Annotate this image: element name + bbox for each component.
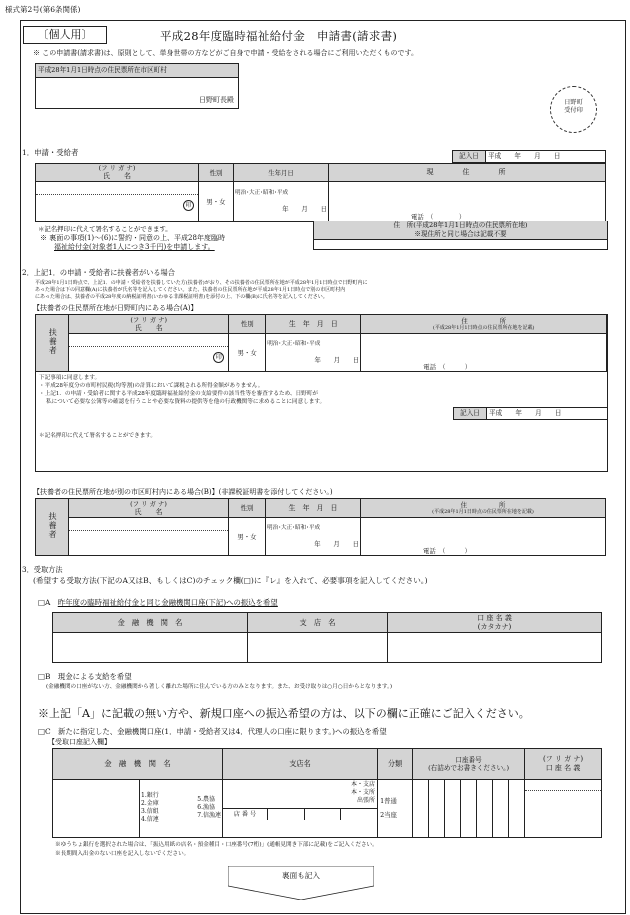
c-bank-field[interactable] (53, 779, 140, 837)
s2-a-table (35, 314, 607, 372)
s2-a-address-field[interactable] (361, 334, 607, 372)
s1-residence-box[interactable] (313, 221, 608, 250)
s1-sex-header: 性別 (199, 164, 234, 182)
store-number-digit[interactable] (305, 809, 342, 820)
s2-a-sex-field[interactable]: 男・女 (229, 334, 266, 372)
s1-pledge-line1: ※ 裏面の事項(1)～(6)に誓約・同意の上、平成28年度臨時 (40, 234, 225, 242)
s2-b-birth-header: 生 年 月 日 (266, 499, 361, 518)
c-account-no-header (413, 749, 525, 780)
s2-consent1: ・平成28年度分の市町村民税(均等割)の計算において課税される所得金額がありません。 (39, 383, 264, 389)
option-a-holder-header (388, 613, 602, 633)
s2-a-address-label: 住 所 (461, 317, 507, 326)
s2-a-ymd-label: 年 月 日 (314, 356, 360, 365)
s1-heading: 1．申請・受給者 (22, 148, 79, 157)
s1-ymd-label: 年 月 日 (282, 204, 327, 213)
kind-ordinary: 1普通 (380, 797, 397, 806)
store-number-digit[interactable] (268, 809, 305, 820)
s2-a-name-label: 氏 名 (134, 323, 163, 332)
bank-type-4: 4.信連 (141, 816, 159, 824)
store-number-digit[interactable] (341, 809, 377, 820)
s2-b-furigana-label: (フ リ ガ ナ) (130, 499, 167, 508)
c-account-no-sub: (右詰めでお書きください。) (428, 763, 510, 772)
s2-para1: 平成28年1月1日時点で、上記1．の申請・受給者を扶養していた方(扶養者)がおり、その扶養者の住民票所在地が平成28年1月1日時点で日野町内に (35, 280, 368, 286)
s2-a-address-sub: (平成28年1月1日時点の住民票所在地を記載) (432, 325, 535, 332)
s2-a-sex-header: 性別 (229, 315, 266, 334)
s1-date-label: 記入日 (453, 151, 486, 163)
account-digit[interactable] (429, 779, 445, 837)
option-c-table (52, 748, 602, 838)
s2-b-table (35, 498, 606, 556)
s2-b-name-label: 氏 名 (134, 507, 163, 516)
s2-para3: にあった場合は、扶養者の平成28年度の納税証明書(いわゆる非課税証明書)を添付の上、下の欄(B)に氏名等を記入してください。 (35, 294, 328, 300)
s1-date-box (452, 150, 606, 163)
c-note1: ※ゆうちょ銀行を選択された場合は、「振込用紙の店名・預金種目・口座番号(7桁)」(通帳見開き下部に記載)をご記入ください。 (55, 842, 378, 848)
bank-type-5: 5.農協 (197, 796, 215, 804)
s1-applicant-table (35, 163, 606, 222)
s2-b-name-header (69, 499, 229, 518)
account-digit[interactable] (461, 779, 477, 837)
s1-name-field[interactable] (36, 182, 199, 222)
s2-a-title: 【扶養者の住民票所在地が日野町内にある場合(A)】 (33, 304, 198, 312)
s1-birth-field[interactable] (234, 182, 329, 222)
s2-b-address-header (361, 499, 606, 518)
option-a-holder-label: 口 座 名 義 (477, 613, 512, 622)
s1-furigana-label: (フ リ ガ ナ) (98, 164, 136, 173)
account-digit[interactable] (509, 779, 525, 837)
s2-consent0: 下記事項に同意します。 (39, 375, 101, 381)
c-holder-furigana: (フ リ ガ ナ) (542, 755, 584, 764)
option-a-table (52, 612, 602, 663)
s2-date-label: 記入日 (454, 408, 487, 420)
c-branch-header: 支店名 (223, 749, 378, 780)
s2-a-furigana-label: (フ リ ガ ナ) (130, 315, 168, 324)
account-digit[interactable] (413, 779, 429, 837)
s1-sex-field[interactable]: 男・女 (199, 182, 234, 222)
s1-date-value[interactable]: 平成 年 月 日 (486, 151, 606, 163)
account-digit[interactable] (493, 779, 509, 837)
s1-address-field[interactable] (329, 182, 606, 222)
s1-birth-header: 生年月日 (234, 164, 329, 182)
s2-a-birth-header: 生 年 月 日 (266, 315, 361, 334)
s2-a-address-header (361, 315, 607, 334)
s2-a-birth-field[interactable] (266, 334, 361, 372)
intro-note: ※ この申請書(請求書)は、原則として、単身世帯の方などがご自身で申請・受給をされる場合にご利用いただくものです。 (33, 49, 418, 57)
option-a-branch-field[interactable] (248, 633, 388, 663)
c-note2: ※長期間入出金のない口座を記入しないでください。 (55, 851, 190, 857)
s3-instructions: (希望する受取方法(下記のA又はB、もしくはC)のチェック欄(□)に『レ』を入れて、必要事項を記入してください。) (33, 576, 428, 585)
s2-b-address-sub: (平成28年1月1日時点の住民票所在地を記載) (432, 508, 534, 515)
reception-stamp (550, 86, 597, 133)
s2-a-side-label (36, 315, 69, 372)
c-branch-field[interactable] (223, 779, 378, 837)
stamp-line2: 受付印 (564, 106, 583, 114)
option-b-note: (金融機関の口座がない方、金融機関から著しく離れた場所に住んでいる方のみとなります。また、お受け取りは○月○日からとなります。) (46, 684, 393, 690)
see-back-arrow (228, 866, 374, 900)
s2-b-era-options: 明治･大正･昭和･平成 (267, 525, 321, 531)
city-box-label: 平成28年1月1日時点の住民票所在市区町村 (36, 64, 238, 78)
s2-b-phone-label: 電話 （ ） (423, 547, 471, 555)
s2-b-address-label: 住 所 (460, 500, 506, 509)
option-a-holder-field[interactable] (388, 633, 602, 663)
s1-sig-note: ＊記名押印に代えて署名することができます。 (38, 225, 172, 233)
s3-heading: 3．受取方法 (22, 565, 63, 574)
option-a-branch-header: 支 店 名 (248, 613, 388, 633)
c-kind-header: 分類 (378, 749, 413, 780)
c-holder-label: 口 座 名 義 (545, 763, 581, 772)
bank-type-7: 7.信漁連 (197, 812, 221, 820)
bank-type-6: 6.漁協 (197, 804, 215, 812)
s1-residence-note1: 住 所(平成28年1月1日時点の住民票所在地) (314, 221, 607, 230)
s2-b-address-field[interactable] (361, 518, 606, 556)
c-holder-header (525, 749, 602, 780)
bank-type-3: 3.信組 (141, 808, 159, 816)
city-box (35, 63, 239, 109)
seal-mark: 印 (213, 352, 224, 363)
c-kind-options[interactable] (378, 779, 413, 837)
seal-mark: 印 (183, 200, 194, 211)
option-b[interactable]: □B 現金による支給を希望 (38, 672, 132, 681)
s2-b-side-label (36, 499, 69, 556)
s2-a-side-text: 扶養者 (48, 328, 58, 356)
branch-type-3: 出張所 (357, 796, 376, 804)
s2-para2: あった場合は下の同意欄(A)に扶養者が氏名等を記入してください。また、扶養者の住民票所在地が平成28年1月1日時点で別の市区町村内 (35, 287, 346, 293)
see-back-label: 裏面も記入 (282, 871, 320, 880)
s2-b-sex-field[interactable]: 男・女 (229, 518, 266, 556)
store-number-label: 店 番 号 (223, 809, 268, 820)
personal-badge: 〔個人用〕 (23, 26, 107, 44)
s2-a-phone-label: 電話 （ ） (423, 363, 472, 372)
s2-heading: 2．上記1．の申請・受給者に扶養者がいる場合 (22, 268, 175, 277)
s2-b-name-field[interactable] (69, 518, 229, 556)
s2-sig-note: ＊記名押印に代えて署名することができます。 (39, 433, 157, 439)
kind-current: 2当座 (380, 811, 397, 820)
s1-name-header (36, 164, 199, 182)
option-a-bank-field[interactable] (53, 633, 248, 663)
city-box-addressee: 日野町長殿 (199, 96, 234, 105)
option-a-holder-sub: (カタカナ) (477, 622, 512, 631)
s1-era-options: 明治･大正･昭和･平成 (235, 190, 289, 196)
branch-type-2: 本・支所 (351, 788, 376, 796)
s2-a-frame (35, 314, 608, 472)
s2-b-sex-header: 性別 (229, 499, 266, 518)
form-number: 様式第2号(第6条関係) (5, 5, 81, 14)
option-a-checkbox[interactable]: □A (38, 598, 58, 607)
s2-date-value[interactable]: 平成 年 月 日 (487, 408, 608, 420)
s2-consent3: 私について必要な公簿等の確認を行うことや必要な資料の提供等を他の行政機関等に求めることに同意します。 (46, 399, 326, 405)
s2-b-birth-field[interactable] (266, 518, 361, 556)
c-holder-field[interactable] (525, 779, 602, 837)
c-bank-header: 金 融 機 関 名 (53, 749, 223, 780)
s2-consent2: ・上記1．の申請・受給者に関する平成28年度臨時福祉給付金の支給要件の該当性等を審査するため、日野町が (39, 391, 318, 397)
s2-a-date-box (453, 407, 608, 420)
s2-b-side-text: 扶養者 (48, 512, 57, 539)
s1-name-label: 氏 名 (103, 172, 131, 181)
s2-b-title: 【扶養者の住民票所在地が別の市区町村内にある場合(B)】(非課税証明書を添付してください。) (33, 488, 333, 496)
option-c-title: 【受取口座記入欄】 (48, 738, 111, 746)
option-a-bank-header: 金 融 機 関 名 (53, 613, 248, 633)
page-title: 平成28年度臨時福祉給付金 申請書(請求書) (160, 29, 398, 43)
s2-a-era-options: 明治･大正･昭和･平成 (267, 341, 321, 348)
stamp-line1: 日野町 (564, 99, 583, 106)
option-a[interactable] (38, 598, 278, 607)
c-bank-type-options[interactable] (140, 779, 223, 837)
s2-b-ymd-label: 年 月 日 (314, 539, 359, 548)
bank-type-2: 2.金庫 (141, 800, 159, 808)
option-a-text: 昨年度の臨時福祉給付金と同じ金融機関口座(下記)への振込を希望 (57, 598, 278, 607)
account-digit[interactable] (477, 779, 493, 837)
s2-a-name-field[interactable] (69, 334, 229, 372)
option-c[interactable]: □C 新たに指定した、金融機関口座(1．申請・受給者又は4．代理人の口座に限ります。)への振込を希望 (38, 727, 387, 736)
s1-pledge-line2: 福祉給付金(対象者1人につき3千円)を申請します。 (54, 243, 215, 251)
branch-type-1: 本・支店 (351, 780, 376, 788)
s1-residence-note2: ※現住所と同じ場合は記載不要 (314, 230, 607, 240)
s2-a-name-header (69, 315, 229, 334)
account-digit[interactable] (445, 779, 461, 837)
s1-phone-label: 電話 （ ） (411, 213, 466, 221)
c-account-no-label: 口座番号 (455, 755, 482, 764)
s1-address-header: 現 住 所 (329, 164, 606, 182)
new-account-notice: ※上記「A」に記載の無い方や、新規口座への振込希望の方は、以下の欄に正確にご記入ください。 (38, 707, 530, 720)
bank-type-1: 1.銀行 (141, 792, 159, 800)
